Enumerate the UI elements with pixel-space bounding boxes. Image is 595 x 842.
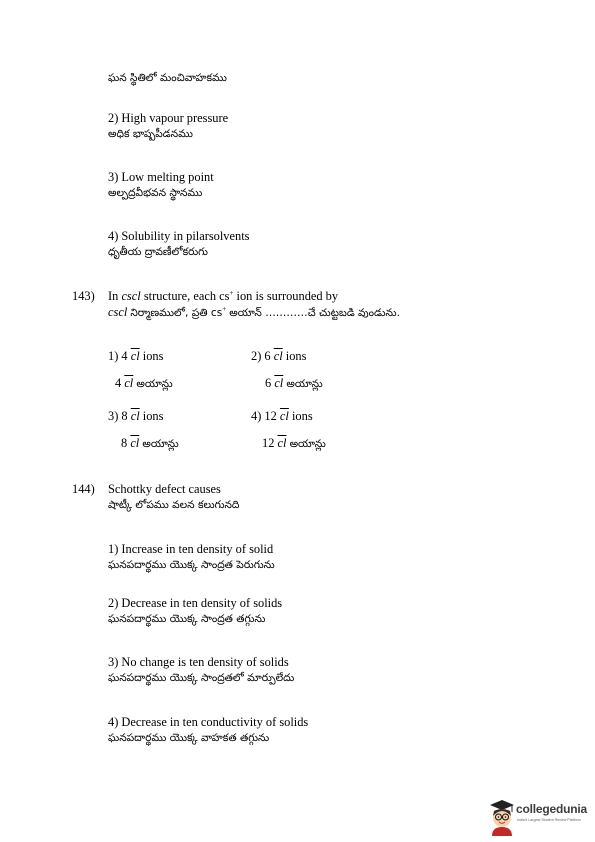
option-144-1: 1) Increase in ten density of solid (108, 542, 274, 556)
option-144-1-te: ఘనపదార్థము యొక్క సాంద్రత పెరుగును (108, 559, 275, 571)
option-144-2: 2) Decrease in ten density of solids (108, 596, 283, 610)
question-143-text: In cscl structure, each cs+ ion is surrounded by (108, 289, 339, 303)
graduate-mascot-icon (488, 796, 516, 836)
option-143-3-te: 8 $\overline{cl}$ అయాన్లు (121, 436, 179, 450)
option-144-3-te: ఘనపదార్థము యొక్క సాంద్రతలో మార్పులేదు (108, 672, 295, 684)
collegedunia-logo (488, 796, 588, 838)
option-solubility-te: ధృతీయ ద్రావణీలోకరుగు (108, 246, 208, 258)
option-143-1-te: 4 $\overline{cl}$ అయాన్లు (115, 376, 173, 390)
option-144-3: 3) No change is ten density of solids (108, 655, 289, 669)
option-low-melting-point-te: అల్పద్రవీభవన స్థానము (108, 187, 203, 199)
option-144-2-te: ఘనపదార్థము యొక్క సాంద్రత తగ్గును (108, 613, 266, 625)
question-144-number: 144) (72, 482, 95, 496)
option-143-3: 3) 8 $\overline{cl}$ ions (108, 409, 164, 423)
option-143-1: 1) 4 $\overline{cl}$ ions (108, 349, 164, 363)
option-143-4: 4) 12 $\overline{cl}$ ions (251, 409, 313, 423)
question-143-number: 143) (72, 289, 95, 303)
option-143-2: 2) 6 $\overline{cl}$ ions (251, 349, 307, 363)
logo-wordmark: collegedunia (516, 802, 587, 816)
question-144-text-te: షాట్కీ లోపము వలన కలుగునది (108, 499, 240, 511)
logo-tagline: India's Largest Student Review Platform (517, 818, 581, 822)
option-solubility: 4) Solubility in pilarsolvents (108, 229, 250, 243)
question-143-text-te: cscl నిర్మాణములో, ప్రతి cs+ అయాన్ …………చే చుట్టబడి వుండును. (108, 305, 400, 319)
telugu-line-good-conductor: ఘన స్థితిలో మంచివాహకము (108, 72, 227, 84)
option-144-4-te: ఘనపదార్థము యొక్క వాహకత తగ్గును (108, 732, 270, 744)
option-143-4-te: 12 $\overline{cl}$ అయాన్లు (262, 436, 326, 450)
option-144-4: 4) Decrease in ten conductivity of solids (108, 715, 309, 729)
option-high-vapour-pressure-te: అధిక భాష్పపీడనము (108, 128, 193, 140)
option-low-melting-point: 3) Low melting point (108, 170, 214, 184)
question-144-text: Schottky defect causes (108, 482, 221, 496)
option-143-2-te: 6 $\overline{cl}$ అయాన్లు (265, 376, 323, 390)
option-high-vapour-pressure: 2) High vapour pressure (108, 111, 229, 125)
